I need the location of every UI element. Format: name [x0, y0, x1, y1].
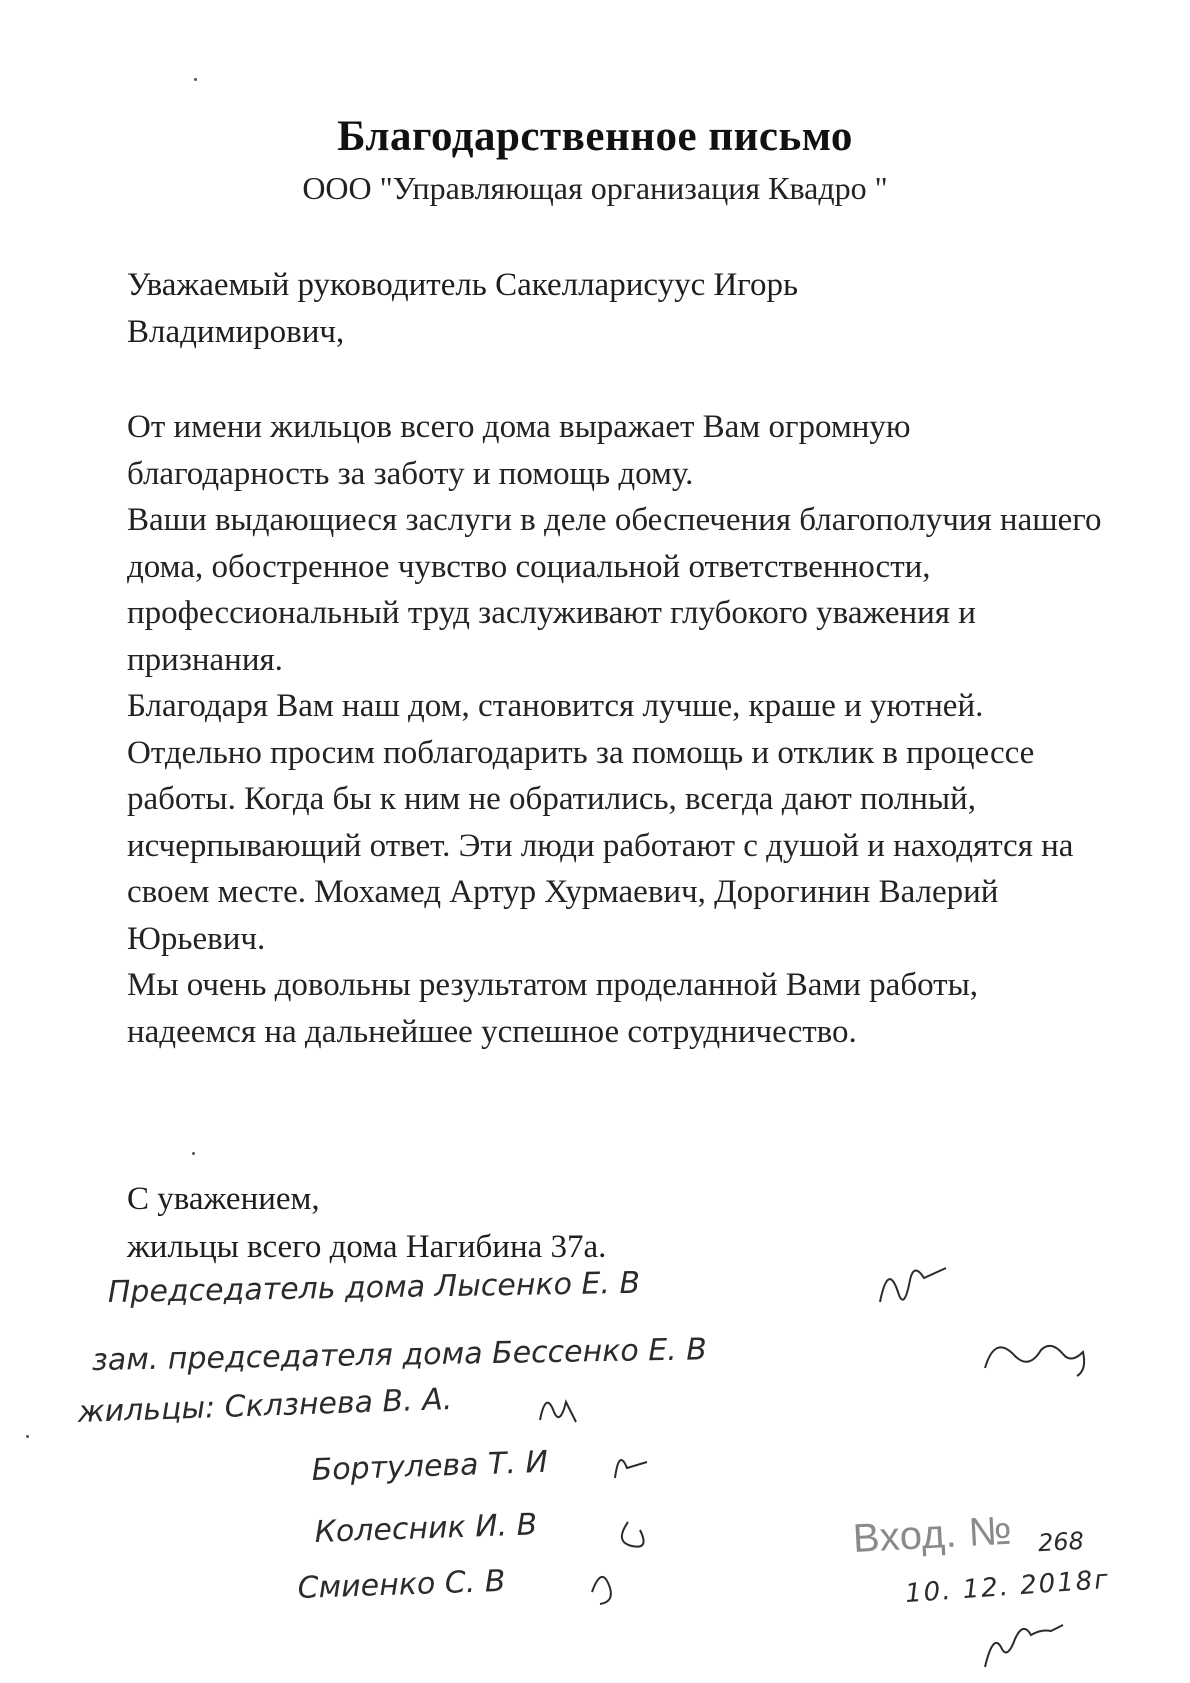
closing-line-2: жильцы всего дома Нагибина 37а. [127, 1229, 607, 1265]
signature-scribble [880, 1268, 946, 1302]
handwritten-line: Председатель дома Лысенко Е. В [107, 1265, 641, 1310]
signature-scribble [540, 1402, 576, 1422]
paragraph: Благодаря Вам наш дом, становится лучше, краше и уютней. [127, 688, 984, 724]
incoming-number: 268 [1037, 1526, 1085, 1558]
scan-speck [26, 1435, 29, 1438]
organization-name: ООО "Управляющая организация Квадро " [302, 170, 888, 206]
signature-scribble [592, 1577, 611, 1604]
handwritten-line: Смиенко С. В [297, 1563, 506, 1606]
signature-scribble [615, 1460, 647, 1478]
salutation-line-2: Владимирович, [127, 314, 345, 350]
scan-speck [192, 1152, 195, 1155]
handwritten-line: Колесник И. В [314, 1507, 538, 1550]
handwritten-line: жильцы: Склзнева В. А. [77, 1381, 453, 1430]
signature-scribble [985, 1346, 1084, 1376]
salutation-line-1: Уважаемый руководитель Сакелларисуус Игорь [127, 267, 799, 303]
incoming-stamp-label: Вход. № [851, 1508, 1014, 1561]
letter-title: Благодарственное письмо [337, 113, 853, 160]
signature-scribble [622, 1522, 644, 1547]
registration-signature [985, 1625, 1063, 1667]
scan-speck [194, 78, 197, 81]
paragraph: Ваши выдающиеся заслуги в деле обеспечения благополучия нашего дома, обостренное чувство социальной ответственности, профессиональный труд заслуживают глубокого уважения и признания. [127, 502, 1102, 678]
paragraph: Мы очень довольны результатом проделанной Вами работы, надеемся на дальнейшее успешное сотрудничество. [127, 967, 979, 1050]
closing-line-1: С уважением, [127, 1181, 320, 1217]
handwritten-line: зам. председателя дома Бессенко Е. В [91, 1332, 708, 1378]
paragraph: Отдельно просим поблагодарить за помощь и отклик в процессе работы. Когда бы к ним не обратились, всегда дают полный, исчерпывающий ответ. Эти люди работают с душой и находятся на своем месте. Мохамед Артур Хурмаевич, Дорогинин Валерий Юрьевич. [127, 734, 1074, 957]
handwritten-line: Бортулева Т. И [311, 1444, 549, 1488]
incoming-date: 10. 12. 2018г [904, 1564, 1111, 1610]
paragraph: От имени жильцов всего дома выражает Вам огромную благодарность за заботу и помощь дому. [127, 409, 911, 492]
